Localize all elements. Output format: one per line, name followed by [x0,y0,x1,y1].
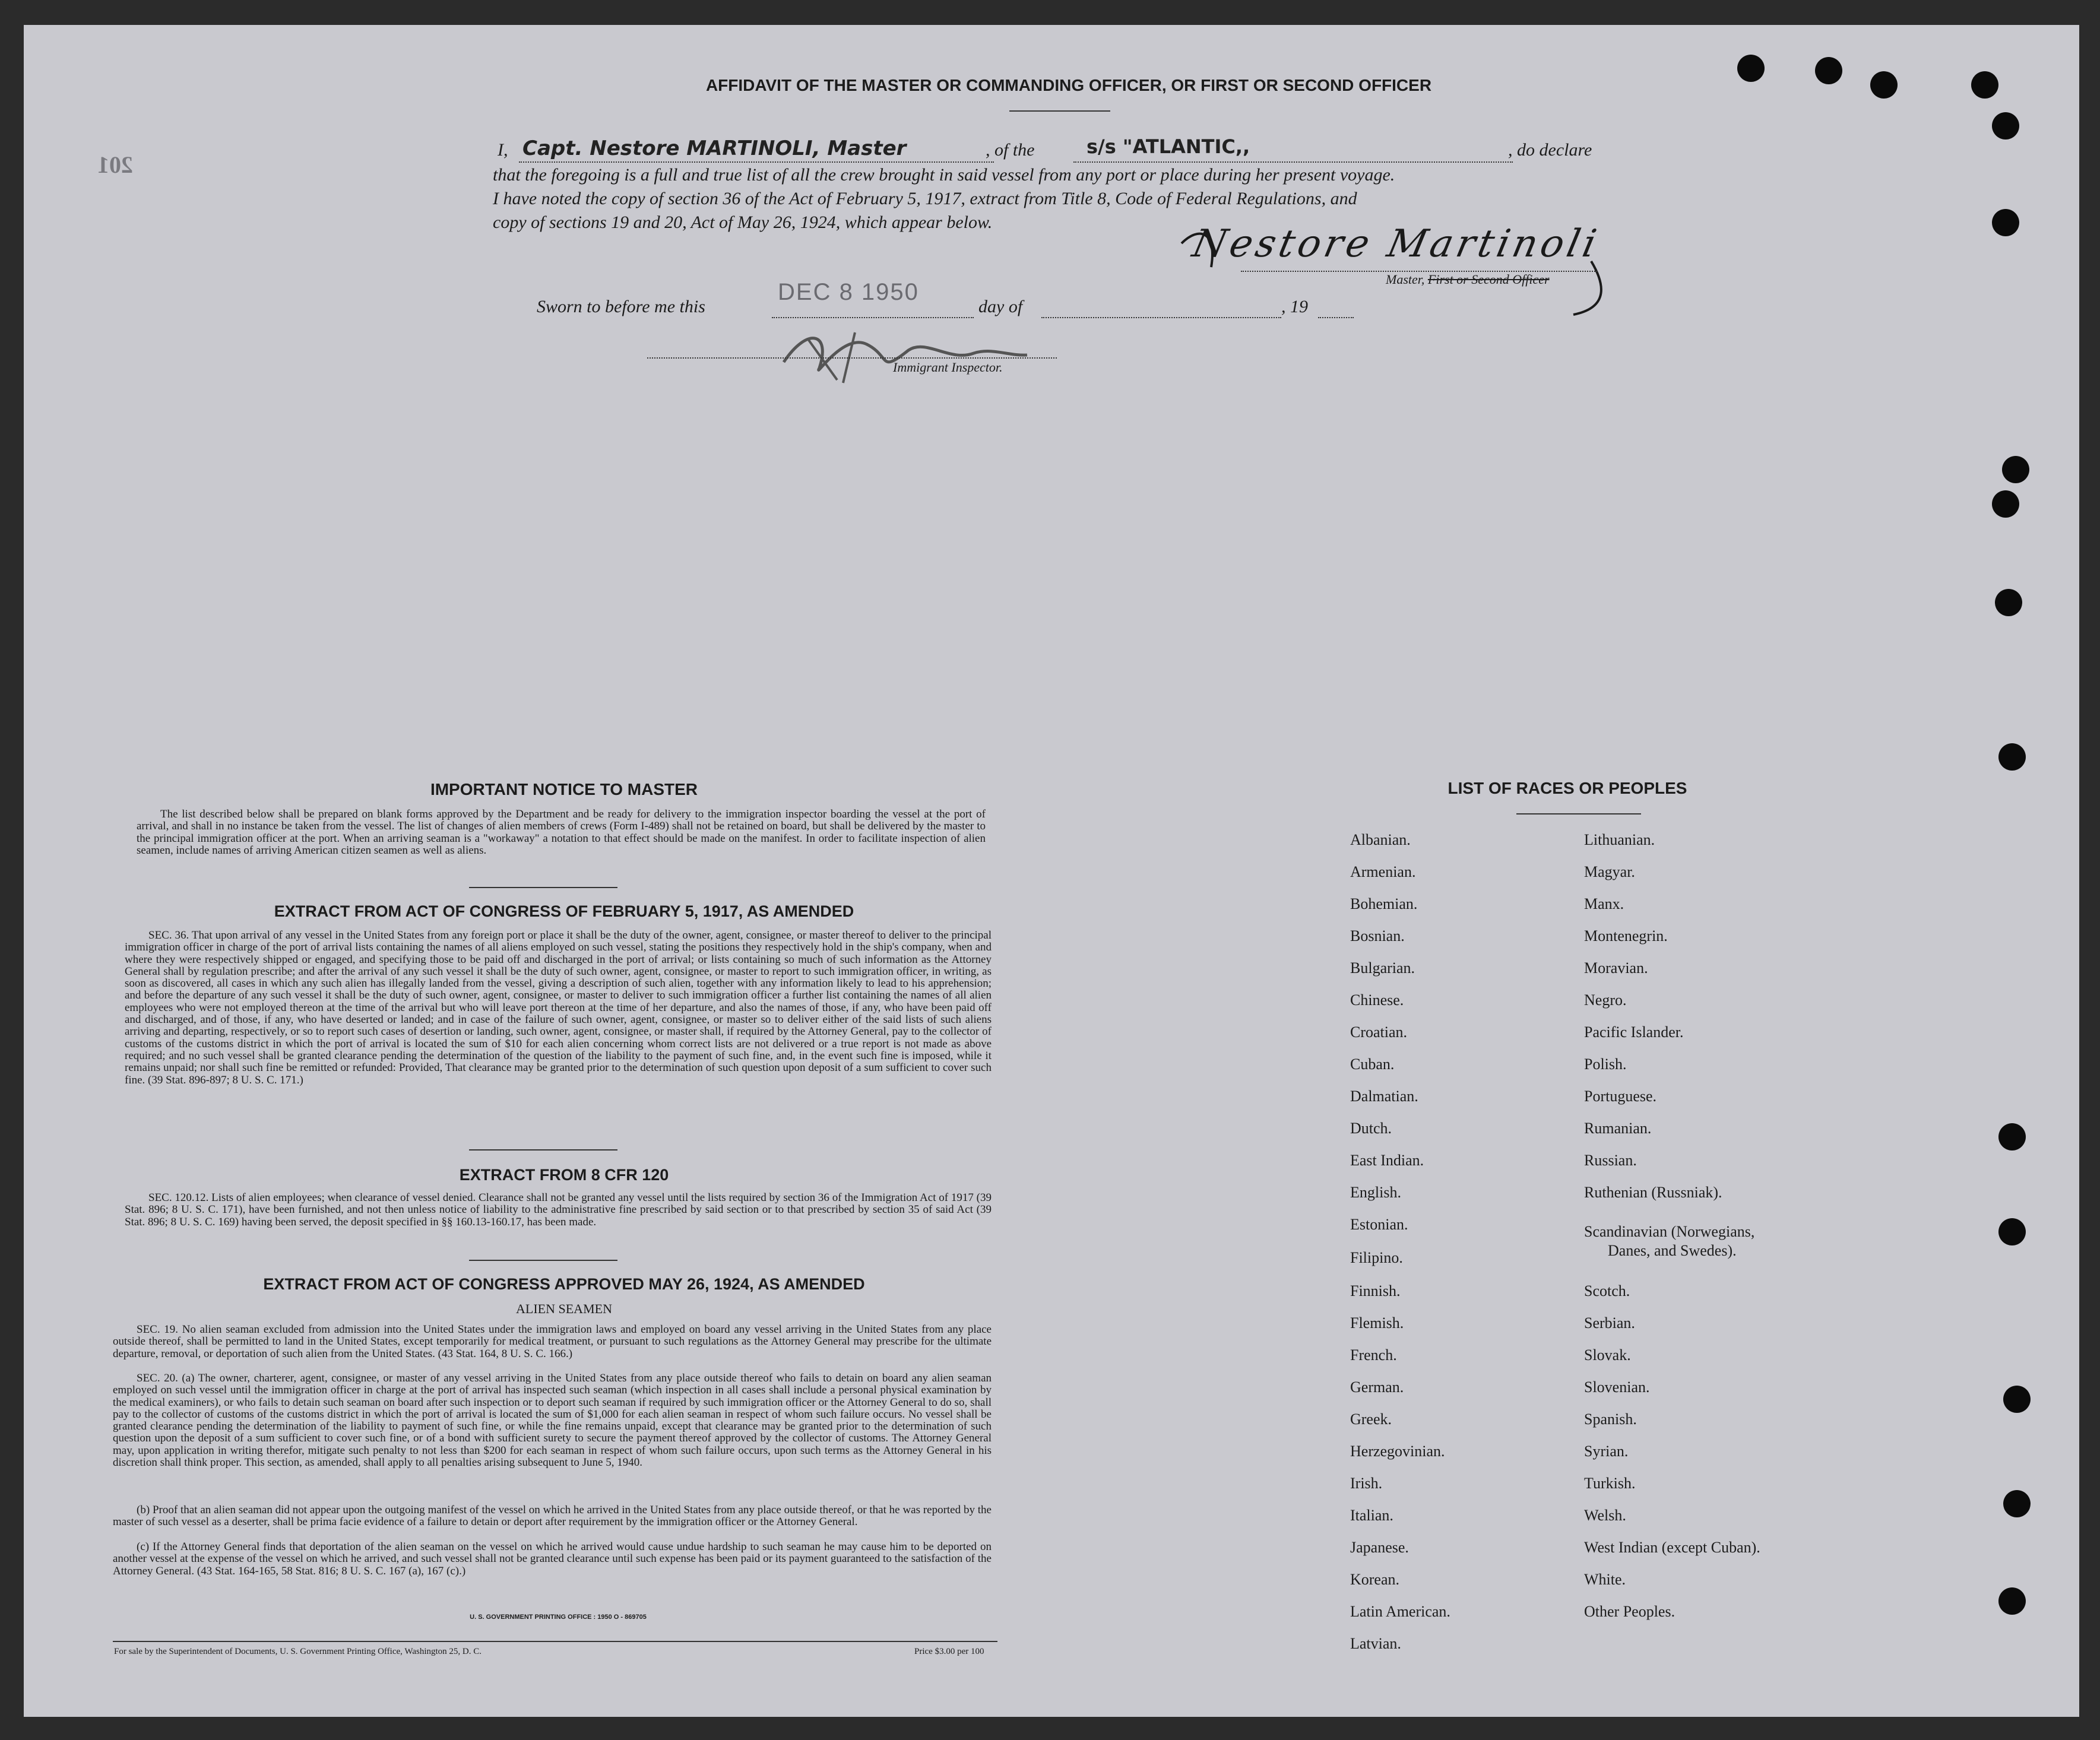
race-left-item: Bulgarian. [1350,959,1415,977]
extract-1924-sec20b: (b) Proof that an alien seaman did not appear upon the outgoing manifest of the vessel on which he arrived in the United States from any place outside thereof, or that he was reported by the master of such vessel as a deserter, shall be prima facie evidence of a failure to detain or deport after requirement by the immigration officer or the Attorney General. [113,1504,992,1529]
race-right-item: Scotch. [1584,1282,1630,1300]
race-right-item: Spanish. [1584,1411,1637,1428]
price-text: Price $3.00 per 100 [914,1647,984,1656]
vessel-name[interactable]: s/s "ATLANTIC,, [1087,135,1250,158]
printing-office: U. S. GOVERNMENT PRINTING OFFICE : 1950 O - 869705 [470,1614,647,1621]
race-right-item: Manx. [1584,895,1624,912]
race-right-item: Ruthenian (Russniak). [1584,1184,1722,1201]
extract-1917-body: SEC. 36. That upon arrival of any vessel in the United States from any foreign port or place it shall be the duty of the owner, agent, consignee, or master thereof to deliver to the principal immigration officer in charge of the port of arrival lists containing the names of all aliens employed on such vessel, stating the positions they respectively hold in the ship's company, when and where they were respectively shipped or engaged, and specifying those to be paid off and discharged in the port of arrival; or lists containing so much of such information as the Attorney General shall by regulation prescribe; and after the arrival of any such vessel it shall be the duty of such owner, agent, consignee, or master to report to such immigration officer, in writing, as soon as discovered, all cases in which any such alien has illegally landed from the vessel, giving a description of such alien, together with any information likely to lead to his apprehension; and before the departure of any such vessel it shall be the duty of such owner, agent, consignee, or master to deliver to such immigration officer a further list containing the names of all alien employees who were not employed thereon at the time of the arrival but who will leave port thereon at the time of her departure, and also the names of those, if any, who have been paid off and discharged, and of those, if any, who have deserted or landed; and in case of the failure of such owner, agent, consignee, or master so to deliver either of the said lists of such aliens arriving and departing, respectively, or so to report such cases of desertion or landing, such owner, agent, consignee, or master shall, if required by the Attorney General, pay to the collector of customs of the customs district in which the port of arrival is located the sum of $10 for each alien concerning whom correct lists are not delivered or a true report is not made as above required; and no such vessel shall be granted clearance pending the determination of the question of the liability to the payment of such fine, and, in the event such fine is imposed, while it remains unpaid; nor shall such fine be remitted or refunded: Provided, That clearance may be granted prior to the determination of such question upon deposit of a sum sufficient to cover such fine. (39 Stat. 896-897; 8 U. S. C. 171.) [125,929,992,1086]
extract-1924-subheading: ALIEN SEAMEN [516,1301,612,1316]
extract-1924-sec20c: (c) If the Attorney General finds that deportation of the alien seaman on the vessel on which he arrived would cause undue hardship to such seaman he may cause him to be deported on another vessel at the expense of the vessel on which he arrived, and such vessel shall not be granted clearance until such expense has been paid or its payment guaranteed to the satisfaction of the Attorney General. (43 Stat. 164-165, 58 Stat. 816; 8 U. S. C. 167 (a), 167 (c).) [113,1541,992,1577]
punch-hole [1992,490,2019,518]
extract-1924-sec19: SEC. 19. No alien seaman excluded from admission into the United States under the immigration laws and employed on board any vessel arriving in the United States from any place outside thereof, shall be permitted to land in the United States, except temporarily for medical treatment, or pursuant to such regulations as the Attorney General may prescribe for the ultimate departure, removal, or deportation of such alien from the United States. (43 Stat. 164, 8 U. S. C. 166.) [113,1323,992,1360]
punch-hole [1971,71,1998,99]
race-right-item: Rumanian. [1584,1120,1652,1137]
page-mark: 201 [97,151,133,178]
declarant-name[interactable]: Capt. Nestore MARTINOLI, Master [522,137,907,160]
day-of-label: day of [978,297,1023,316]
extract-1924-sec20a: SEC. 20. (a) The owner, charterer, agent, consignee, or master of any vessel arriving in the United States from any place outside thereof who fails to detain on board any alien seaman employed on such vessel until the immigration officer in charge at the port of arrival has inspected such seaman (which inspection in all cases shall include a personal physical examination by the medical examiners), or who fails to detain such seaman on board after such inspection or to deport such seaman if required by such immigration officer or the Attorney General to do so, shall pay to the collector of customs of the customs district in which the port of arrival is located the sum of $1,000 for each alien seaman in respect of whom such failure occurs. No vessel shall be granted clearance pending the determination of the liability to payment of such fine, or while the fine remains unpaid, except that clearance may be granted prior to the determination of such question upon the deposit of a sum sufficient to cover such fine, or of a bond with sufficient surety to secure the payment thereof approved by the collector of customs. The Attorney General may, upon application in writing therefor, mitigate such penalty to not less than $200 for each seaman in respect of whom such failure occurs, upon such terms as the Attorney General in his discretion shall think proper. This section, as amended, shall apply to all penalties arising subsequent to June 5, 1940. [113,1372,992,1469]
punch-hole [1992,112,2019,140]
race-right-item: White. [1584,1571,1626,1588]
race-left-item: English. [1350,1184,1401,1201]
race-right-item: Serbian. [1584,1314,1635,1332]
race-right-item: Danes, and Swedes). [1608,1242,1737,1259]
line1-prefix: I, [498,140,508,160]
notice-rule [469,887,617,888]
punch-hole [2003,1490,2031,1517]
year-line [1318,317,1354,318]
race-left-item: Latin American. [1350,1603,1450,1620]
for-sale-text: For sale by the Superintendent of Documents, U. S. Government Printing Office, Washington 25, D. C. [114,1647,482,1656]
title-rule [1009,110,1110,112]
extract-cfr-heading: EXTRACT FROM 8 CFR 120 [459,1166,669,1184]
sworn-prefix: Sworn to before me this [537,297,705,316]
extract-1917-rule [469,1149,617,1151]
races-heading: LIST OF RACES OR PEOPLES [1447,779,1687,797]
race-right-item: Pacific Islander. [1584,1023,1684,1041]
footer-rule [113,1641,997,1642]
inspector-label: Immigrant Inspector. [893,360,1003,375]
extract-cfr-body: SEC. 120.12. Lists of alien employees; when clearance of vessel denied. Clearance shall not be granted any vessel until the lists required by section 36 of the Immigration Act of 1917 (39 Stat. 896; 8 U. S. C. 171), have been furnished, and not then unless notice of liability to the administrative fine prescribed by said section or to that prescribed by section 35 of said Act (39 Stat. 896; 8 U. S. C. 169) having been served, the deposit specified in §§ 160.13-160.17, has been made. [125,1191,992,1228]
race-left-item: Albanian. [1350,831,1411,848]
race-right-item: Slovak. [1584,1346,1631,1364]
extract-1924-heading: EXTRACT FROM ACT OF CONGRESS APPROVED MAY 26, 1924, AS AMENDED [263,1275,865,1293]
inspector-line [647,357,1057,359]
race-left-item: Finnish. [1350,1282,1401,1300]
race-left-item: Armenian. [1350,863,1416,880]
signer-master: Master, [1386,272,1425,287]
year-prefix: , 19 [1281,297,1308,316]
race-right-item: Lithuanian. [1584,831,1655,848]
punch-hole [2002,456,2029,483]
declarant-line [519,161,994,163]
race-right-item: Moravian. [1584,959,1648,977]
month-line [1041,317,1281,318]
race-left-item: Cuban. [1350,1056,1395,1073]
master-signature: Nestore Martinoli [1176,220,1627,327]
sworn-date-line [772,317,974,318]
punch-hole [1998,1123,2026,1151]
inspector-signature [772,321,1033,386]
punch-hole [2003,1386,2031,1413]
race-left-item: Latvian. [1350,1635,1401,1652]
of-the-label: , of the [986,140,1035,160]
punch-hole [1998,1587,2026,1615]
sworn-date-stamp: DEC 8 1950 [778,279,919,305]
extract-cfr-rule [469,1260,617,1261]
race-right-item: Negro. [1584,991,1627,1009]
punch-hole [1870,71,1898,99]
affidavit-text-line2: that the foregoing is a full and true list of all the crew brought in said vessel from any port or place during her present voyage. [493,165,1395,185]
race-left-item: Korean. [1350,1571,1400,1588]
do-declare-label: , do declare [1508,140,1592,160]
race-left-item: Dutch. [1350,1120,1392,1137]
race-left-item: Japanese. [1350,1539,1409,1556]
race-left-item: Croatian. [1350,1023,1408,1041]
race-left-item: Italian. [1350,1507,1393,1524]
punch-hole [1995,589,2022,616]
race-left-item: French. [1350,1346,1397,1364]
punch-hole [1998,743,2026,771]
race-left-item: German. [1350,1378,1404,1396]
race-right-item: Portuguese. [1584,1088,1657,1105]
race-right-item: Montenegrin. [1584,927,1668,945]
race-right-item: Turkish. [1584,1475,1636,1492]
notice-heading: IMPORTANT NOTICE TO MASTER [430,780,698,798]
punch-hole [1815,57,1842,84]
punch-hole [1998,1218,2026,1245]
punch-hole [1992,209,2019,236]
affidavit-text-line3: I have noted the copy of section 36 of the Act of February 5, 1917, extract from Title 8, Code of Federal Regulations, and [493,189,1357,208]
race-right-item: Slovenian. [1584,1378,1650,1396]
signer-struck: First or Second Officer [1427,272,1550,287]
race-left-item: East Indian. [1350,1152,1424,1169]
race-right-item: Magyar. [1584,863,1635,880]
race-right-item: Russian. [1584,1152,1637,1169]
race-left-item: Greek. [1350,1411,1392,1428]
race-left-item: Flemish. [1350,1314,1404,1332]
races-rule [1516,813,1641,814]
race-right-item: Polish. [1584,1056,1627,1073]
race-left-item: Chinese. [1350,991,1404,1009]
punch-hole [1737,55,1765,82]
race-right-item: Syrian. [1584,1443,1629,1460]
race-left-item: Dalmatian. [1350,1088,1418,1105]
race-left-item: Bohemian. [1350,895,1418,912]
race-left-item: Herzegovinian. [1350,1443,1445,1460]
race-left-item: Filipino. [1350,1249,1403,1266]
race-left-item: Irish. [1350,1475,1383,1492]
affidavit-text-line4: copy of sections 19 and 20, Act of May 26, 1924, which appear below. [493,213,993,232]
race-right-item: Scandinavian (Norwegians, [1584,1223,1755,1240]
vessel-line [1073,161,1513,163]
notice-body: The list described below shall be prepared on blank forms approved by the Department and be ready for delivery to the immigration inspector boarding the vessel at the port of arrival, and shall in no instance be taken from the vessel. The list of changes of alien members of crews (Form I-489) shall not be retained on board, but shall be delivered by the master to the principal immigration officer at the port. When an arriving seaman is a "workaway" a notation to that effect should be made on the manifest. In order to facilitate inspection of alien seamen, include names of arriving American citizen seamen as well as aliens. [137,808,986,857]
race-right-item: West Indian (except Cuban). [1584,1539,1760,1556]
signer-title [1386,272,1550,287]
race-right-item: Welsh. [1584,1507,1626,1524]
race-left-item: Estonian. [1350,1216,1408,1233]
race-left-item: Bosnian. [1350,927,1405,945]
affidavit-title: AFFIDAVIT OF THE MASTER OR COMMANDING OFFICER, OR FIRST OR SECOND OFFICER [705,76,1432,94]
extract-1917-heading: EXTRACT FROM ACT OF CONGRESS OF FEBRUARY 5, 1917, AS AMENDED [274,902,854,920]
race-right-item: Other Peoples. [1584,1603,1675,1620]
